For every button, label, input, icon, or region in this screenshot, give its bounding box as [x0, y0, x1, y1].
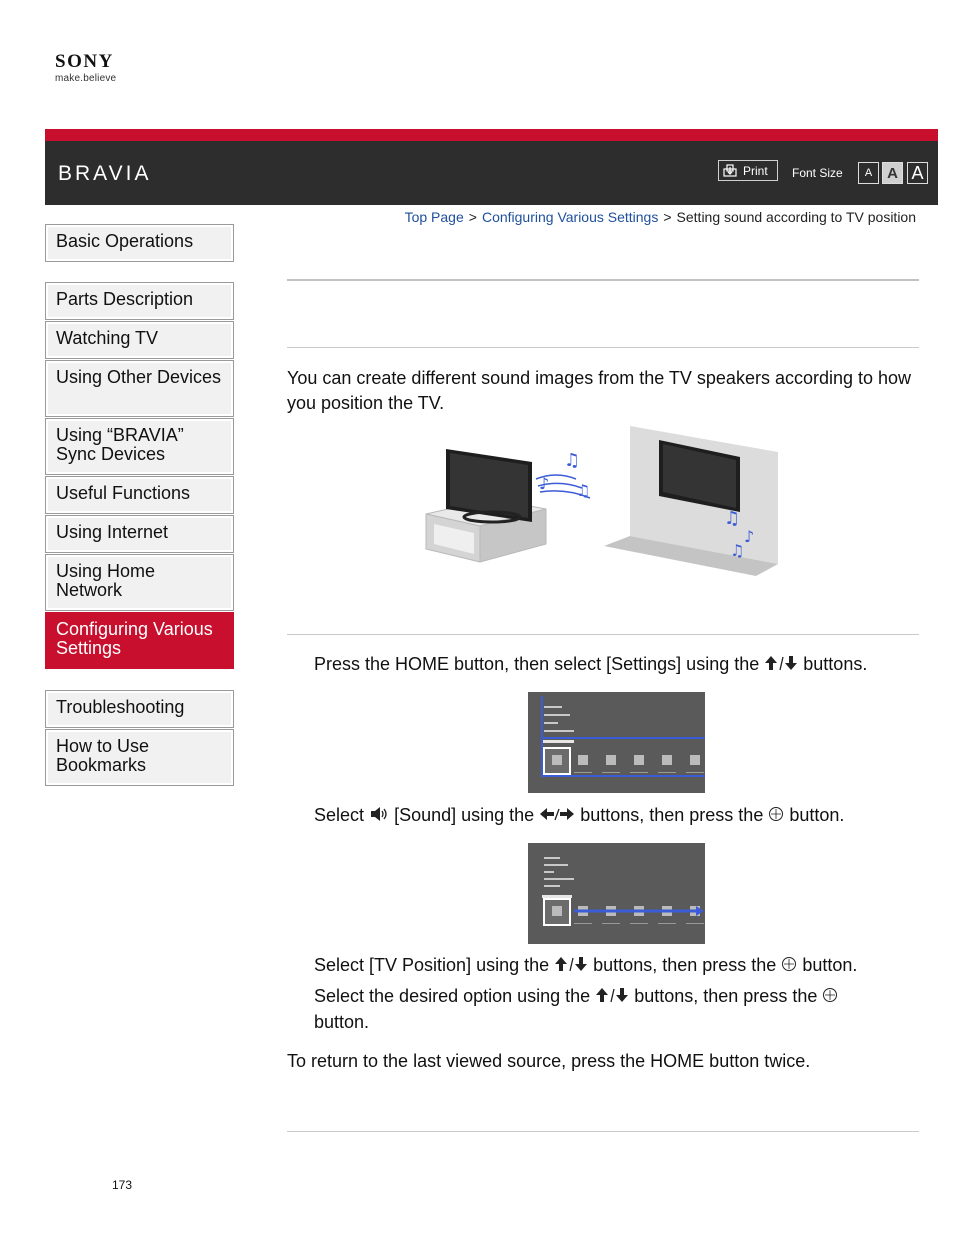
step-3-text-c: button.: [802, 955, 858, 975]
svg-text:♪: ♪: [744, 527, 755, 546]
step-2-text-b: [Sound] using the: [394, 805, 535, 825]
sidebar-item-bookmarks[interactable]: How to Use Bookmarks: [45, 729, 234, 786]
title-divider: [287, 279, 919, 281]
step-2: [314, 803, 844, 829]
footer-divider: [287, 1131, 919, 1132]
home-menu-screenshot-sound: [528, 843, 705, 944]
sidebar-item-configuring[interactable]: Configuring Various Settings: [45, 612, 234, 669]
up-down-arrow-icon: [554, 954, 588, 979]
step-2-text-d: button.: [789, 805, 845, 825]
step-4-text-c: button.: [314, 1011, 370, 1032]
step-3: [314, 953, 857, 979]
enter-button-icon: [768, 804, 784, 829]
font-size-large-button[interactable]: A: [907, 162, 928, 184]
print-label: Print: [743, 163, 768, 178]
sidebar-item-watching-tv[interactable]: Watching TV: [45, 321, 234, 359]
sony-logo: [55, 52, 116, 84]
breadcrumb-current: Setting sound according to TV position: [676, 209, 916, 225]
svg-text:♫: ♫: [724, 508, 741, 529]
page-number: 173: [112, 1178, 133, 1192]
up-down-arrow-icon: [595, 985, 629, 1010]
step-2-text-c: buttons, then press the: [580, 805, 764, 825]
font-size-label: Font Size: [792, 166, 843, 180]
font-size-small-button[interactable]: A: [858, 162, 879, 184]
print-button[interactable]: [718, 160, 778, 181]
step-4-text-b: buttons, then press the: [634, 986, 818, 1006]
sidebar-item-basic-operations[interactable]: Basic Operations: [45, 224, 234, 262]
sidebar-item-using-other-devices[interactable]: Using Other Devices: [45, 360, 234, 417]
step-1: [314, 652, 867, 678]
steps-divider: [287, 634, 919, 635]
step-1-text-b: buttons.: [803, 654, 868, 674]
print-icon: [723, 164, 737, 178]
svg-text:♫: ♫: [576, 481, 591, 500]
speaker-icon: [369, 804, 389, 829]
step-3-text-a: Select [TV Position] using the: [314, 955, 550, 975]
home-menu-screenshot-settings: [528, 692, 705, 793]
breadcrumb-separator: >: [468, 209, 477, 225]
sidebar-item-home-network[interactable]: Using Home Network: [45, 554, 234, 611]
sidebar-item-useful-functions[interactable]: Useful Functions: [45, 476, 234, 514]
svg-text:♫: ♫: [564, 450, 581, 471]
tv-position-illustration: [424, 424, 784, 579]
svg-text:♪: ♪: [539, 474, 550, 493]
breadcrumb-separator: >: [663, 209, 672, 225]
step-2-text-a: Select: [314, 805, 365, 825]
enter-button-icon: [781, 954, 797, 979]
step-3-text-b: buttons, then press the: [593, 955, 777, 975]
intro-text: You can create different sound images from the TV speakers according to how you position the TV.: [287, 368, 912, 413]
breadcrumb-configuring[interactable]: Configuring Various Settings: [481, 209, 659, 225]
up-down-arrow-icon: [764, 653, 798, 678]
svg-text:♫: ♫: [730, 541, 745, 560]
section-divider: [287, 347, 919, 348]
step-4: [314, 984, 914, 1035]
bravia-logo: BRAVIA: [58, 162, 152, 185]
sony-tagline: make.believe: [55, 73, 117, 84]
sidebar-item-using-internet[interactable]: Using Internet: [45, 515, 234, 553]
left-right-arrow-icon: [539, 804, 575, 829]
sony-brand: SONY: [55, 51, 114, 72]
sidebar-item-troubleshooting[interactable]: Troubleshooting: [45, 690, 234, 728]
step-4-text-a: Select the desired option using the: [314, 986, 591, 1006]
header-accent-bar: [45, 129, 938, 141]
header-bar: [45, 141, 938, 205]
sidebar-item-bravia-sync[interactable]: Using “BRAVIA” Sync Devices: [45, 418, 234, 475]
breadcrumb-top-page[interactable]: Top Page: [404, 209, 464, 225]
breadcrumb: [405, 209, 916, 225]
enter-button-icon: [822, 985, 838, 1010]
return-note: To return to the last viewed source, press the HOME button twice.: [287, 1051, 811, 1071]
sidebar-item-parts-description[interactable]: Parts Description: [45, 282, 234, 320]
step-1-text-a: Press the HOME button, then select [Settings] using the: [314, 654, 760, 674]
font-size-medium-button[interactable]: A: [882, 162, 903, 184]
